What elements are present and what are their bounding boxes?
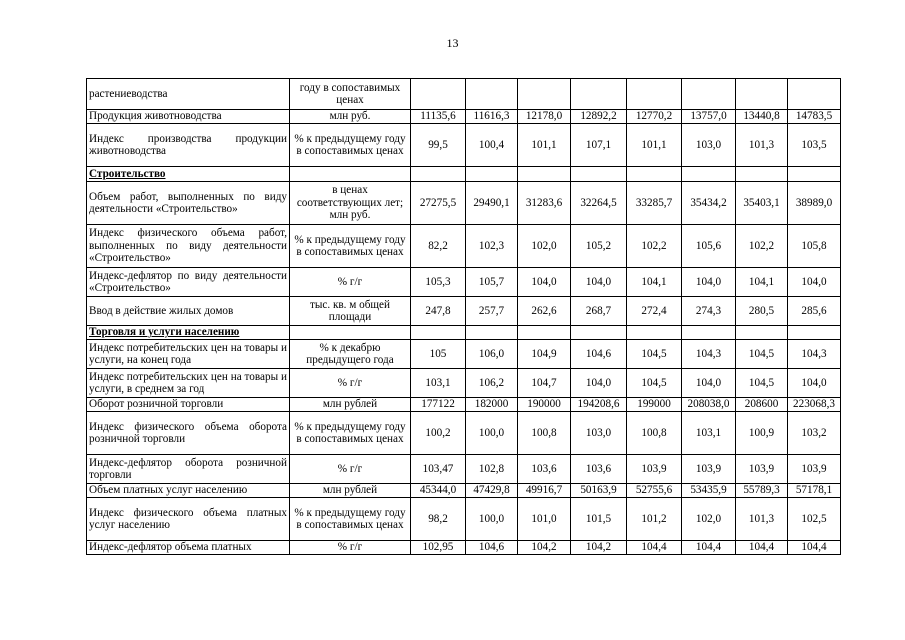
section-title: Торговля и услуги населению: [87, 326, 290, 340]
value-cell: 208038,0: [682, 398, 736, 412]
value-cell: 104,0: [682, 369, 736, 398]
empty-cell: [736, 167, 788, 182]
table-row: [87, 110, 841, 124]
value-cell: 57178,1: [788, 484, 841, 498]
indicators-table: [86, 78, 841, 555]
value-cell: 100,8: [518, 412, 571, 455]
empty-cell: [411, 326, 466, 340]
value-cell: 45344,0: [411, 484, 466, 498]
value-cell: 101,2: [627, 498, 682, 541]
empty-cell: [518, 326, 571, 340]
value-cell: 102,2: [736, 225, 788, 268]
value-cell: 104,3: [788, 340, 841, 369]
value-cell: 104,0: [788, 268, 841, 297]
value-cell: 104,9: [518, 340, 571, 369]
value-cell: 103,1: [411, 369, 466, 398]
value-cell: 33285,7: [627, 182, 682, 225]
value-cell: 223068,3: [788, 398, 841, 412]
value-cell: 104,3: [682, 340, 736, 369]
value-cell: 103,5: [788, 124, 841, 167]
value-cell: 190000: [518, 398, 571, 412]
value-cell: 103,6: [518, 455, 571, 484]
value-cell: 274,3: [682, 297, 736, 326]
value-cell: 52755,6: [627, 484, 682, 498]
value-cell: 104,4: [682, 541, 736, 555]
indicator-name: Индекс физического объема оборота розничной торговли: [87, 412, 290, 455]
value-cell: 101,0: [518, 498, 571, 541]
value-cell: [788, 79, 841, 110]
value-cell: 49916,7: [518, 484, 571, 498]
value-cell: 102,5: [788, 498, 841, 541]
table-row: [87, 225, 841, 268]
value-cell: 13440,8: [736, 110, 788, 124]
empty-cell: [788, 326, 841, 340]
value-cell: [411, 79, 466, 110]
value-cell: 47429,8: [466, 484, 518, 498]
empty-cell: [627, 167, 682, 182]
value-cell: 103,47: [411, 455, 466, 484]
indicator-name: Продукция животноводства: [87, 110, 290, 124]
indicator-name: Ввод в действие жилых домов: [87, 297, 290, 326]
value-cell: 102,0: [518, 225, 571, 268]
value-cell: 103,6: [571, 455, 627, 484]
empty-cell: [411, 167, 466, 182]
value-cell: 102,2: [627, 225, 682, 268]
value-cell: 280,5: [736, 297, 788, 326]
indicator-name: Объем платных услуг населению: [87, 484, 290, 498]
value-cell: 38989,0: [788, 182, 841, 225]
value-cell: 102,8: [466, 455, 518, 484]
unit-cell: в ценах соответствующих лет; млн руб.: [290, 182, 411, 225]
table-row: [87, 484, 841, 498]
value-cell: 104,1: [627, 268, 682, 297]
empty-cell: [736, 326, 788, 340]
value-cell: 103,0: [571, 412, 627, 455]
value-cell: 262,6: [518, 297, 571, 326]
value-cell: 102,3: [466, 225, 518, 268]
unit-cell: % к предыдущему году в сопоставимых ценах: [290, 498, 411, 541]
value-cell: 29490,1: [466, 182, 518, 225]
unit-cell: % г/г: [290, 541, 411, 555]
value-cell: 104,4: [788, 541, 841, 555]
value-cell: 103,1: [682, 412, 736, 455]
value-cell: 104,5: [627, 340, 682, 369]
value-cell: 14783,5: [788, 110, 841, 124]
unit-cell: тыс. кв. м общей площади: [290, 297, 411, 326]
empty-cell: [788, 167, 841, 182]
value-cell: 105,6: [682, 225, 736, 268]
value-cell: 101,5: [571, 498, 627, 541]
value-cell: 103,9: [627, 455, 682, 484]
table-row: [87, 398, 841, 412]
empty-cell: [571, 167, 627, 182]
value-cell: 13757,0: [682, 110, 736, 124]
value-cell: 103,9: [788, 455, 841, 484]
value-cell: 104,5: [736, 369, 788, 398]
value-cell: 104,2: [571, 541, 627, 555]
value-cell: 12178,0: [518, 110, 571, 124]
value-cell: [627, 79, 682, 110]
table-row: [87, 541, 841, 555]
empty-cell: [466, 326, 518, 340]
indicator-name: Объем работ, выполненных по виду деятельности «Строительство»: [87, 182, 290, 225]
value-cell: 107,1: [571, 124, 627, 167]
value-cell: 105,3: [411, 268, 466, 297]
unit-cell: % к предыдущему году в сопоставимых ценах: [290, 124, 411, 167]
value-cell: 100,9: [736, 412, 788, 455]
table-row: [87, 369, 841, 398]
value-cell: 257,7: [466, 297, 518, 326]
value-cell: 104,6: [466, 541, 518, 555]
value-cell: 101,1: [518, 124, 571, 167]
unit-cell: % к декабрю предыдущего года: [290, 340, 411, 369]
value-cell: 104,5: [736, 340, 788, 369]
indicator-name: Оборот розничной торговли: [87, 398, 290, 412]
value-cell: 105,8: [788, 225, 841, 268]
unit-cell: % к предыдущему году в сопоставимых ценах: [290, 412, 411, 455]
table-row: [87, 182, 841, 225]
value-cell: 104,5: [627, 369, 682, 398]
value-cell: 104,1: [736, 268, 788, 297]
value-cell: 31283,6: [518, 182, 571, 225]
empty-cell: [466, 167, 518, 182]
empty-cell: [290, 167, 411, 182]
empty-cell: [518, 167, 571, 182]
value-cell: 105,2: [571, 225, 627, 268]
value-cell: 104,6: [571, 340, 627, 369]
value-cell: 177122: [411, 398, 466, 412]
value-cell: 82,2: [411, 225, 466, 268]
empty-cell: [571, 326, 627, 340]
value-cell: 104,0: [571, 369, 627, 398]
value-cell: 11616,3: [466, 110, 518, 124]
value-cell: 103,9: [682, 455, 736, 484]
value-cell: 102,0: [682, 498, 736, 541]
value-cell: 104,7: [518, 369, 571, 398]
unit-cell: млн руб.: [290, 110, 411, 124]
unit-cell: млн рублей: [290, 398, 411, 412]
value-cell: 27275,5: [411, 182, 466, 225]
value-cell: 104,4: [736, 541, 788, 555]
value-cell: 268,7: [571, 297, 627, 326]
indicator-name: Индекс потребительских цен на товары и услуги, в среднем за год: [87, 369, 290, 398]
value-cell: [466, 79, 518, 110]
indicator-name: Индекс производства продукции животноводства: [87, 124, 290, 167]
value-cell: 101,1: [627, 124, 682, 167]
table-row: [87, 124, 841, 167]
value-cell: 199000: [627, 398, 682, 412]
unit-cell: году в сопоставимых ценах: [290, 79, 411, 110]
value-cell: 104,4: [627, 541, 682, 555]
value-cell: 50163,9: [571, 484, 627, 498]
value-cell: 102,95: [411, 541, 466, 555]
value-cell: [518, 79, 571, 110]
value-cell: 285,6: [788, 297, 841, 326]
section-row: [87, 326, 841, 340]
value-cell: 101,3: [736, 124, 788, 167]
indicator-name: растениеводства: [87, 79, 290, 110]
value-cell: 104,2: [518, 541, 571, 555]
table-row: [87, 297, 841, 326]
value-cell: 11135,6: [411, 110, 466, 124]
indicator-name: Индекс физического объема работ, выполненных по виду деятельности «Строительство»: [87, 225, 290, 268]
value-cell: 55789,3: [736, 484, 788, 498]
indicator-name: Индекс-дефлятор оборота розничной торговли: [87, 455, 290, 484]
table-row: [87, 498, 841, 541]
value-cell: 35403,1: [736, 182, 788, 225]
indicator-name: Индекс потребительских цен на товары и услуги, на конец года: [87, 340, 290, 369]
value-cell: [736, 79, 788, 110]
unit-cell: % г/г: [290, 455, 411, 484]
value-cell: 106,0: [466, 340, 518, 369]
empty-cell: [290, 326, 411, 340]
table-row: [87, 455, 841, 484]
value-cell: 182000: [466, 398, 518, 412]
value-cell: 100,2: [411, 412, 466, 455]
value-cell: 106,2: [466, 369, 518, 398]
value-cell: 100,8: [627, 412, 682, 455]
unit-cell: % г/г: [290, 268, 411, 297]
value-cell: 272,4: [627, 297, 682, 326]
value-cell: 104,0: [571, 268, 627, 297]
value-cell: 12770,2: [627, 110, 682, 124]
value-cell: 100,0: [466, 498, 518, 541]
empty-cell: [682, 167, 736, 182]
value-cell: 32264,5: [571, 182, 627, 225]
value-cell: 35434,2: [682, 182, 736, 225]
value-cell: 247,8: [411, 297, 466, 326]
section-row: [87, 167, 841, 182]
value-cell: [571, 79, 627, 110]
value-cell: 100,4: [466, 124, 518, 167]
value-cell: 101,3: [736, 498, 788, 541]
value-cell: [682, 79, 736, 110]
value-cell: 103,2: [788, 412, 841, 455]
value-cell: 99,5: [411, 124, 466, 167]
table-row: [87, 340, 841, 369]
indicator-name: Индекс-дефлятор по виду деятельности «Строительство»: [87, 268, 290, 297]
value-cell: 194208,6: [571, 398, 627, 412]
value-cell: 105,7: [466, 268, 518, 297]
empty-cell: [627, 326, 682, 340]
page-number: 13: [446, 36, 459, 50]
unit-cell: млн рублей: [290, 484, 411, 498]
value-cell: 104,0: [518, 268, 571, 297]
unit-cell: % г/г: [290, 369, 411, 398]
indicator-name: Индекс физического объема платных услуг населению: [87, 498, 290, 541]
indicator-name: Индекс-дефлятор объема платных: [87, 541, 290, 555]
value-cell: 103,9: [736, 455, 788, 484]
table-row: [87, 268, 841, 297]
value-cell: 104,0: [788, 369, 841, 398]
value-cell: 105: [411, 340, 466, 369]
table-row: [87, 412, 841, 455]
section-title: Строительство: [87, 167, 290, 182]
empty-cell: [682, 326, 736, 340]
value-cell: 53435,9: [682, 484, 736, 498]
value-cell: 12892,2: [571, 110, 627, 124]
unit-cell: % к предыдущему году в сопоставимых ценах: [290, 225, 411, 268]
value-cell: 100,0: [466, 412, 518, 455]
value-cell: 98,2: [411, 498, 466, 541]
value-cell: 104,0: [682, 268, 736, 297]
value-cell: 208600: [736, 398, 788, 412]
table-row: [87, 79, 841, 110]
value-cell: 103,0: [682, 124, 736, 167]
